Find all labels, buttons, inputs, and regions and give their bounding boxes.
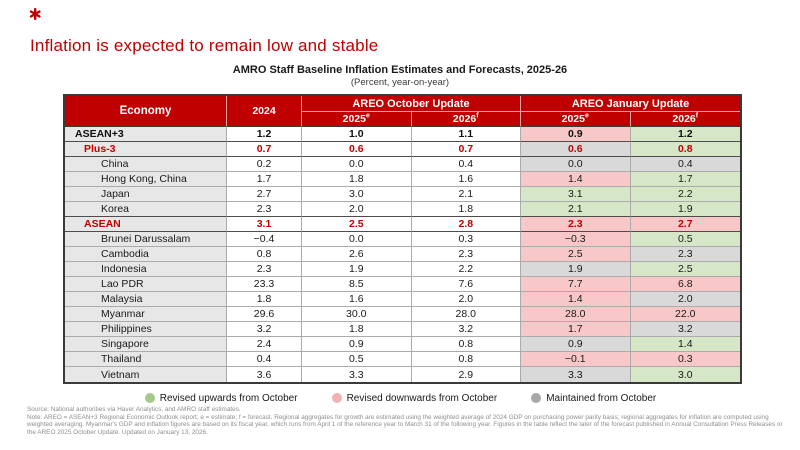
value-october-2026: 2.1 xyxy=(412,187,522,202)
inflation-forecast-table xyxy=(63,94,742,384)
table-row xyxy=(65,307,740,322)
value-october-2026: 2.8 xyxy=(412,217,522,232)
value-october-2026: 0.8 xyxy=(412,352,522,367)
value-october-2026: 0.4 xyxy=(412,157,522,172)
header-areo-october-update: AREO October Update xyxy=(302,96,521,112)
note-text: Note: AREO = ASEAN+3 Regional Economic Outlook report; e = estimate; f = forecast. Regional aggregates for growth are estimated using the weighted average of 2024 GDP on purchasing power parity basis; regional aggregates for inflation are computed using weighted averaging. Myanmar's GDP and inflation figures are based on its fiscal year, which runs from April 1 of the reference year to March 31 of the following year. Figures in the table reflect the later of the forecast published in Annual Consultation Press Releases or the AREO 2025 October Update. Updated on January 13, 2026. xyxy=(27,413,783,437)
value-january-2025: 0.0 xyxy=(521,157,631,172)
value-january-2025: −0.3 xyxy=(521,232,631,247)
value-january-2026: 1.2 xyxy=(631,127,741,142)
legend-item-revised-upwards xyxy=(145,393,298,404)
economy-cell: ASEAN xyxy=(65,217,227,232)
value-2024: 0.7 xyxy=(227,142,302,157)
value-january-2025: 3.1 xyxy=(521,187,631,202)
value-2024: −0.4 xyxy=(227,232,302,247)
table-body xyxy=(65,127,740,382)
economy-cell: Plus-3 xyxy=(65,142,227,157)
value-october-2026: 0.7 xyxy=(412,142,522,157)
value-january-2026: 3.2 xyxy=(631,322,741,337)
value-2024: 2.3 xyxy=(227,202,302,217)
value-october-2025: 0.5 xyxy=(302,352,412,367)
table-row xyxy=(65,322,740,337)
table-row xyxy=(65,232,740,247)
table-row xyxy=(65,187,740,202)
value-january-2026: 6.8 xyxy=(631,277,741,292)
value-october-2025: 2.6 xyxy=(302,247,412,262)
economy-cell: Lao PDR xyxy=(65,277,227,292)
value-2024: 23.3 xyxy=(227,277,302,292)
value-october-2026: 2.9 xyxy=(412,367,522,382)
value-january-2026: 2.3 xyxy=(631,247,741,262)
value-january-2025: −0.1 xyxy=(521,352,631,367)
value-2024: 29.6 xyxy=(227,307,302,322)
value-october-2026: 2.2 xyxy=(412,262,522,277)
value-2024: 3.1 xyxy=(227,217,302,232)
value-january-2025: 0.9 xyxy=(521,337,631,352)
header-economy: Economy xyxy=(65,96,227,127)
table-row xyxy=(65,292,740,307)
economy-cell: Malaysia xyxy=(65,292,227,307)
value-2024: 3.6 xyxy=(227,367,302,382)
table-row xyxy=(65,262,740,277)
green-dot-icon xyxy=(145,393,155,403)
value-october-2025: 1.8 xyxy=(302,322,412,337)
value-2024: 1.8 xyxy=(227,292,302,307)
value-october-2025: 1.8 xyxy=(302,172,412,187)
legend-item-maintained xyxy=(531,393,656,404)
value-january-2025: 1.4 xyxy=(521,172,631,187)
value-2024: 2.7 xyxy=(227,187,302,202)
value-january-2026: 2.2 xyxy=(631,187,741,202)
value-january-2025: 2.5 xyxy=(521,247,631,262)
amro-logo-icon xyxy=(28,7,42,19)
value-january-2025: 0.6 xyxy=(521,142,631,157)
value-january-2025: 2.3 xyxy=(521,217,631,232)
value-january-2026: 3.0 xyxy=(631,367,741,382)
table-row xyxy=(65,172,740,187)
table-row xyxy=(65,202,740,217)
value-2024: 1.7 xyxy=(227,172,302,187)
value-october-2025: 1.6 xyxy=(302,292,412,307)
value-october-2025: 3.0 xyxy=(302,187,412,202)
header-january-2026: 2026$^f$ xyxy=(631,112,741,127)
economy-cell: China xyxy=(65,157,227,172)
pink-dot-icon xyxy=(332,393,342,403)
value-january-2025: 28.0 xyxy=(521,307,631,322)
value-january-2025: 0.9 xyxy=(521,127,631,142)
legend-label: Revised upwards from October xyxy=(159,392,298,404)
value-october-2025: 0.0 xyxy=(302,232,412,247)
value-october-2025: 3.3 xyxy=(302,367,412,382)
table-row xyxy=(65,277,740,292)
legend xyxy=(63,391,738,405)
legend-item-revised-downwards xyxy=(332,393,498,404)
footnotes xyxy=(27,406,783,437)
table-subtitle: (Percent, year-on-year) xyxy=(350,77,450,88)
value-2024: 0.4 xyxy=(227,352,302,367)
table-header xyxy=(65,96,740,127)
value-2024: 0.2 xyxy=(227,157,302,172)
table-row xyxy=(65,217,740,232)
value-october-2026: 1.8 xyxy=(412,202,522,217)
value-october-2025: 2.0 xyxy=(302,202,412,217)
value-october-2026: 28.0 xyxy=(412,307,522,322)
value-january-2026: 2.7 xyxy=(631,217,741,232)
economy-cell: Japan xyxy=(65,187,227,202)
source-line: Source: National authorities via Haver Analytics, and AMRO staff estimates. xyxy=(27,406,241,413)
value-october-2026: 1.6 xyxy=(412,172,522,187)
value-october-2026: 1.1 xyxy=(412,127,522,142)
value-january-2025: 1.7 xyxy=(521,322,631,337)
page-title: Inflation is expected to remain low and stable xyxy=(30,36,379,55)
value-2024: 1.2 xyxy=(227,127,302,142)
value-2024: 2.4 xyxy=(227,337,302,352)
value-january-2026: 1.4 xyxy=(631,337,741,352)
value-january-2026: 0.4 xyxy=(631,157,741,172)
value-january-2025: 3.3 xyxy=(521,367,631,382)
value-january-2025: 7.7 xyxy=(521,277,631,292)
table-row xyxy=(65,337,740,352)
value-january-2026: 0.8 xyxy=(631,142,741,157)
economy-cell: Myanmar xyxy=(65,307,227,322)
header-october-2026: 2026$^f$ xyxy=(412,112,522,127)
economy-cell: Brunei Darussalam xyxy=(65,232,227,247)
value-october-2025: 30.0 xyxy=(302,307,412,322)
economy-cell: Cambodia xyxy=(65,247,227,262)
value-january-2025: 2.1 xyxy=(521,202,631,217)
value-october-2025: 0.6 xyxy=(302,142,412,157)
value-october-2025: 1.0 xyxy=(302,127,412,142)
header-2024: 2024 xyxy=(227,96,302,127)
value-october-2026: 2.3 xyxy=(412,247,522,262)
value-october-2026: 7.6 xyxy=(412,277,522,292)
value-october-2026: 2.0 xyxy=(412,292,522,307)
value-january-2026: 2.0 xyxy=(631,292,741,307)
economy-cell: Singapore xyxy=(65,337,227,352)
value-january-2026: 22.0 xyxy=(631,307,741,322)
header-january-2025: 2025e xyxy=(521,112,631,127)
economy-cell: Hong Kong, China xyxy=(65,172,227,187)
value-2024: 2.3 xyxy=(227,262,302,277)
economy-cell: Indonesia xyxy=(65,262,227,277)
economy-cell: Philippines xyxy=(65,322,227,337)
table-row xyxy=(65,127,740,142)
table-row xyxy=(65,142,740,157)
table-row xyxy=(65,157,740,172)
table-row xyxy=(65,247,740,262)
economy-cell: Thailand xyxy=(65,352,227,367)
value-january-2025: 1.4 xyxy=(521,292,631,307)
value-october-2026: 3.2 xyxy=(412,322,522,337)
legend-label: Revised downwards from October xyxy=(346,392,498,404)
value-october-2026: 0.8 xyxy=(412,337,522,352)
header-october-2025: 2025e xyxy=(302,112,412,127)
value-october-2025: 1.9 xyxy=(302,262,412,277)
table-row xyxy=(65,352,740,367)
value-january-2025: 1.9 xyxy=(521,262,631,277)
legend-label: Maintained from October xyxy=(546,392,657,404)
economy-cell: Korea xyxy=(65,202,227,217)
value-january-2026: 1.9 xyxy=(631,202,741,217)
value-october-2025: 0.9 xyxy=(302,337,412,352)
value-2024: 0.8 xyxy=(227,247,302,262)
value-october-2025: 8.5 xyxy=(302,277,412,292)
value-2024: 3.2 xyxy=(227,322,302,337)
table-title: AMRO Staff Baseline Inflation Estimates and Forecasts, 2025-26 xyxy=(232,64,568,76)
header-areo-january-update: AREO January Update xyxy=(521,96,740,112)
value-january-2026: 1.7 xyxy=(631,172,741,187)
value-october-2025: 2.5 xyxy=(302,217,412,232)
economy-cell: Vietnam xyxy=(65,367,227,382)
value-january-2026: 2.5 xyxy=(631,262,741,277)
gray-dot-icon xyxy=(531,393,541,403)
value-january-2026: 0.3 xyxy=(631,352,741,367)
value-january-2026: 0.5 xyxy=(631,232,741,247)
value-october-2026: 0.3 xyxy=(412,232,522,247)
economy-cell: ASEAN+3 xyxy=(65,127,227,142)
table-row xyxy=(65,367,740,382)
value-october-2025: 0.0 xyxy=(302,157,412,172)
